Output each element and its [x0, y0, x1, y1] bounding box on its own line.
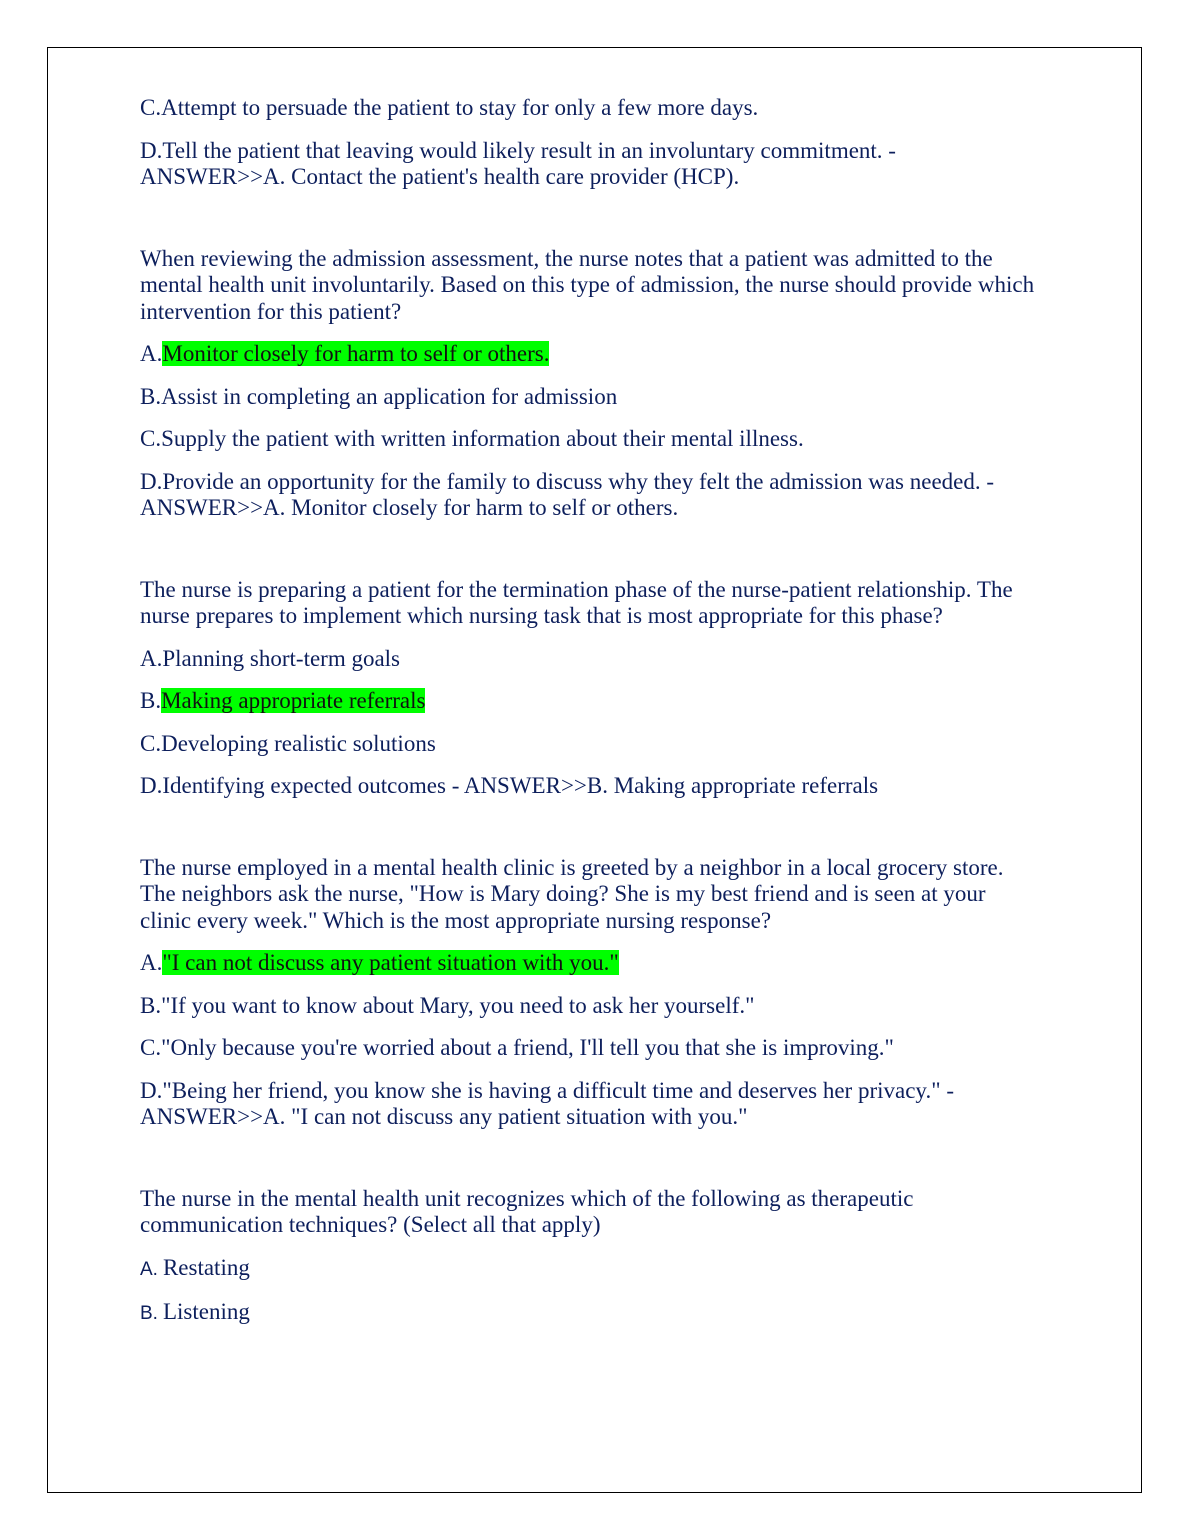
option-text: Tell the patient that leaving would likely result in an involuntary commitment. - ANSWER>>A. Contact the patient's health care provider (HCP).	[140, 137, 896, 189]
q4-question: The nurse in the mental health unit recognizes which of the following as therapeutic communication techniques? (Select all that apply)	[140, 1185, 914, 1237]
q1-option-b	[140, 384, 1040, 411]
option-text: Developing realistic solutions	[161, 730, 436, 756]
option-letter: B.	[140, 688, 162, 713]
highlighted-answer: Monitor closely for harm to self or others.	[162, 341, 550, 366]
option-text: Identifying expected outcomes - ANSWER>>B. Making appropriate referrals	[162, 773, 879, 798]
q3-option-c	[140, 1035, 1040, 1062]
option-text: Provide an opportunity for the family to discuss why they felt the admission was needed. - ANSWER>>A. Monitor closely for harm to self or others.	[140, 468, 995, 520]
q2-option-c	[140, 731, 1040, 758]
option-text: "Being her friend, you know she is having a difficult time and deserves her privacy." - ANSWER>>A. "I can not discuss any patient situation with you."	[140, 1077, 954, 1129]
option-text: "Only because you're worried about a friend, I'll tell you that she is improving."	[161, 1035, 894, 1060]
option-letter: D.	[140, 1077, 163, 1103]
option-text: Listening	[162, 1299, 250, 1324]
q2-option-d	[140, 773, 1040, 800]
option-letter: B.	[140, 383, 162, 409]
q3-option-a	[140, 950, 1040, 977]
q1-question: When reviewing the admission assessment, the nurse notes that a patient was admitted to the mental health unit involuntarily. Based on this type of admission, the nurse should provide which intervention for this patient?	[140, 245, 1035, 324]
option-text: Supply the patient with written information about their mental illness.	[161, 426, 804, 451]
document-content	[140, 95, 1040, 1344]
q4-option-b	[140, 1299, 1040, 1328]
option-letter: A.	[140, 1258, 158, 1280]
option-letter: A.	[140, 341, 163, 366]
q2-option-a	[140, 646, 1040, 673]
q2-question: The nurse is preparing a patient for the termination phase of the nurse-patient relationship. The nurse prepares to implement which nursing task that is most appropriate for this phase?	[140, 576, 1013, 628]
q4-option-a	[140, 1255, 1040, 1284]
q1-option-a	[140, 341, 1040, 368]
option-text: Planning short-term goals	[162, 645, 401, 671]
q3-option-b	[140, 993, 1040, 1020]
highlighted-answer: "I can not discuss any patient situation with you."	[162, 950, 619, 975]
q0-option-d	[140, 138, 1040, 191]
highlighted-answer: Making appropriate referrals	[161, 688, 426, 713]
option-text: Attempt to persuade the patient to stay for only a few more days.	[161, 95, 759, 120]
option-letter: A.	[140, 950, 163, 975]
option-letter: A.	[140, 645, 163, 671]
option-letter: D.	[140, 137, 163, 163]
option-letter: C.	[140, 1035, 162, 1060]
option-letter: B.	[140, 1303, 158, 1324]
option-letter: C.	[140, 95, 162, 120]
option-letter: B.	[140, 992, 162, 1018]
option-letter: C.	[140, 426, 162, 451]
option-text: Restating	[162, 1254, 250, 1280]
option-letter: D.	[140, 773, 163, 798]
option-text: "If you want to know about Mary, you need to ask her yourself."	[161, 992, 755, 1018]
q1-option-c	[140, 426, 1040, 453]
q3-question: The nurse employed in a mental health clinic is greeted by a neighbor in a local grocery store. The neighbors ask the nurse, "How is Mary doing? She is my best friend and is seen at your clinic every week." Which is the most appropriate nursing response?	[140, 854, 1004, 933]
q3-option-d	[140, 1078, 1040, 1131]
option-letter: D.	[140, 468, 163, 494]
option-text: Assist in completing an application for admission	[161, 383, 618, 409]
q1-option-d	[140, 469, 1040, 522]
option-letter: C.	[140, 730, 162, 756]
q2-option-b	[140, 688, 1040, 715]
q0-option-c	[140, 95, 1040, 122]
